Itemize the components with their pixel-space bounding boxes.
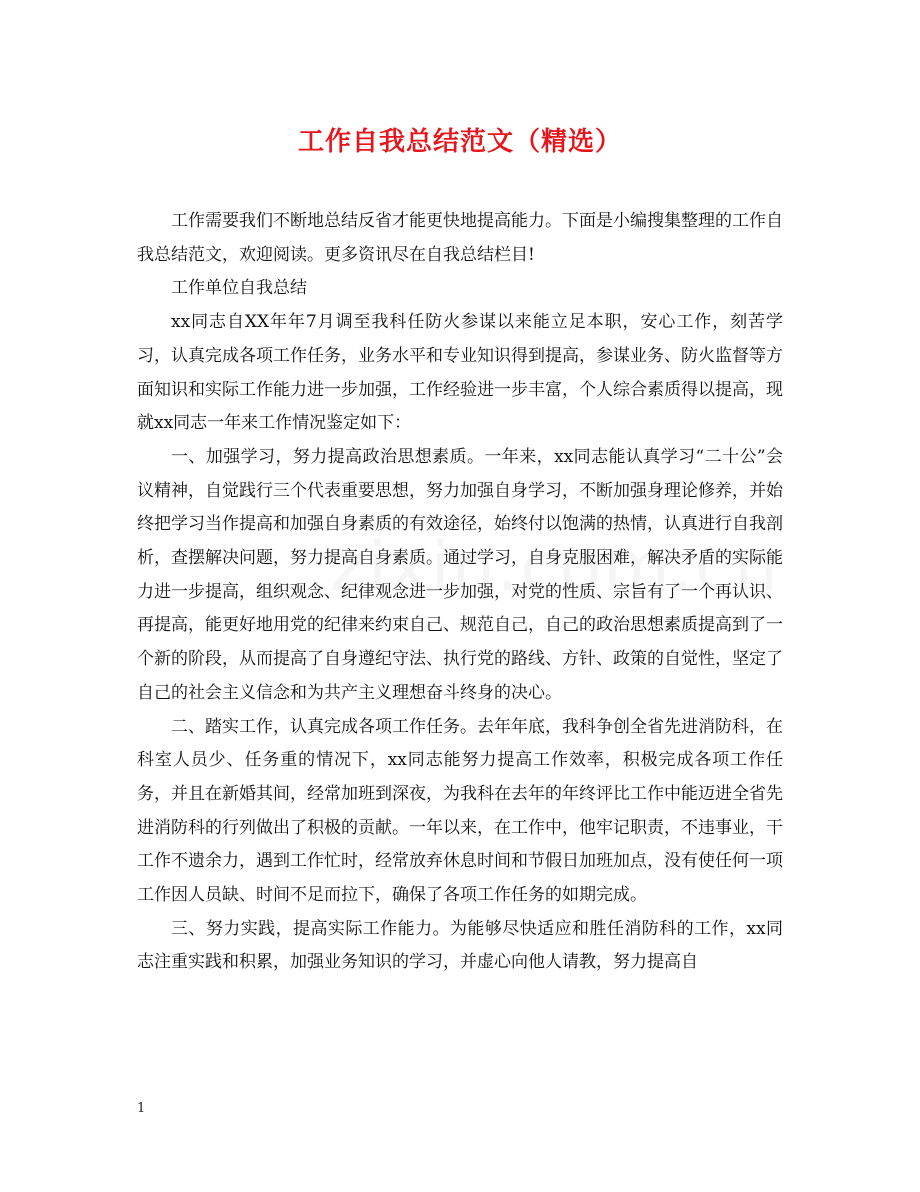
paragraph-section-1: 一、加强学习，努力提高政治思想素质。一年来，xx同志能认真学习“二十公”会议精神，自觉践行三个代表重要思想，努力加强自身学习，不断加强身理论修养，并始终把学习当作提高和加强自身素质的有效途径，始终付以饱满的热情，认真进行自我剖析，查摆解决问题，努力提高自身素质。通过学习，自身克服困难，解决矛盾的实际能力进一步提高，组织观念、纪律观念进一步加强，对党的性质、宗旨有了一个再认识、再提高，能更好地用党的纪律来约束自己、规范自己，自己的政治思想素质提高到了一个新的阶段，从而提高了自身遵纪守法、执行党的路线、方针、政策的自觉性，坚定了自己的社会主义信念和为共产主义理想奋斗终身的决心。 bbox=[137, 446, 783, 703]
document-body bbox=[137, 205, 783, 980]
paragraph-heading: 工作单位自我总结 bbox=[171, 278, 307, 299]
paragraph-section-2: 二、踏实工作，认真完成各项工作任务。去年年底，我科争创全省先进消防科，在科室人员少、任务重的情况下，xx同志能努力提高工作效率，积极完成各项工作任务，并且在新婚其间，经常加班到深夜，为我科在去年的年终评比工作中能迈进全省先进消防科的行列做出了积极的贡献。一年以来，在工作中，他牢记职责，不违事业，干工作不遗余力，遇到工作忙时，经常放弃休息时间和节假日加班加点，没有使任何一项工作因人员缺、时间不足而拉下，确保了各项工作任务的如期完成。 bbox=[137, 716, 783, 906]
page-number: 1 bbox=[137, 1101, 146, 1116]
paragraph-overview: xx同志自XX年年7月调至我科任防火参谋以来能立足本职，安心工作，刻苦学习，认真完成各项工作任务，业务水平和专业知识得到提高，参谋业务、防火监督等方面知识和实际工作能力进一步加强，工作经验进一步丰富，个人综合素质得以提高，现就xx同志一年来工作情况鉴定如下： bbox=[137, 312, 783, 434]
document-title: 工作自我总结范文（精选） bbox=[297, 127, 622, 157]
paragraph-intro: 工作需要我们不断地总结反省才能更快地提高能力。下面是小编搜集整理的工作自我总结范文，欢迎阅读。更多资讯尽在自我总结栏目! bbox=[137, 211, 783, 265]
paragraph-section-3: 三、努力实践，提高实际工作能力。为能够尽快适应和胜任消防科的工作，xx同志注重实践和积累，加强业务知识的学习，并虚心向他人请教，努力提高自 bbox=[137, 918, 783, 973]
